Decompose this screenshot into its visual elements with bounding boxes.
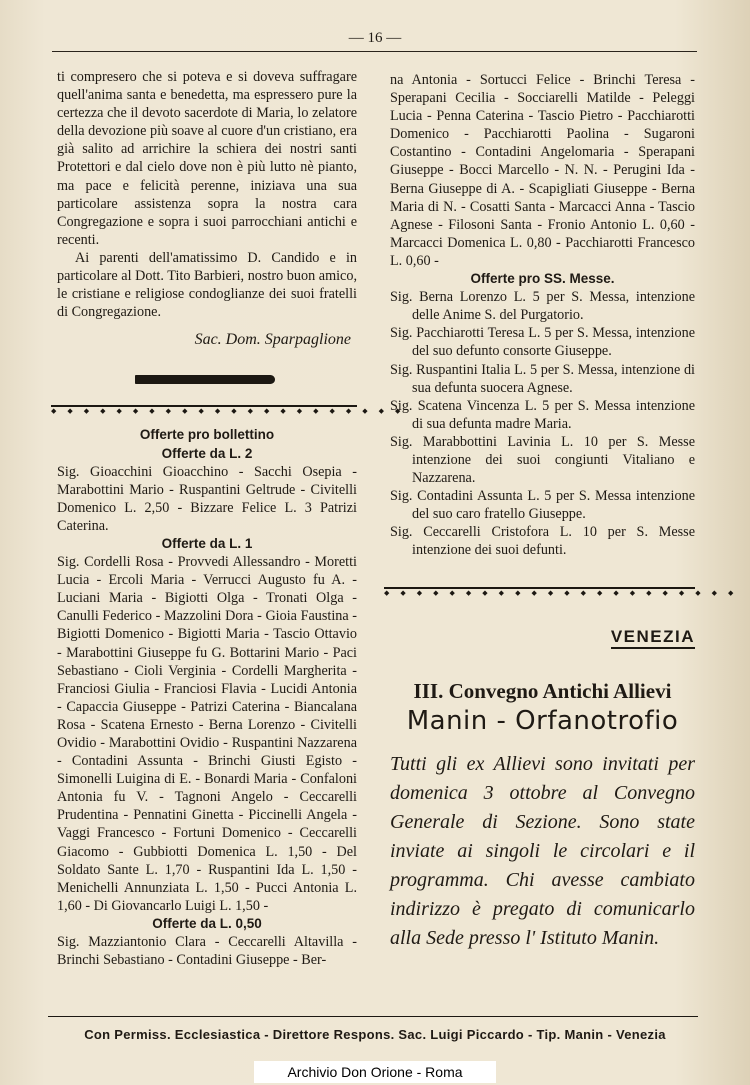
donor-list-050: Sig. Mazziantonio Clara - Ceccarelli Altavilla - Brinchi Sebastiano - Contadini Giuseppe - Ber- [57, 934, 357, 969]
condolence-paragraph: Ai parenti dell'amatissimo D. Candido e in particolare al Dott. Tito Barbieri, nostro buon amico, le cristiane e religiose condoglianze dei suoi fratelli di Congregazione. [57, 249, 357, 321]
signature: Sac. Dom. Sparpaglione [194, 331, 351, 349]
obituary-paragraph: ti compresero che si poteva e si doveva suffragare quell'anima santa e benedetta, ma espressero pure la certezza che il devoto sacerdote di Maria, lo zelatore della devozione più soave al cuore d'un cristiano, era già salito ad arrichire la schiera dei nostri santi Protettori e dal cielo dove non è più lutto nè pianto, ma pace e felicità perenne, iniziava una sua particolare assistenza sopra la nostra cara Congregazione e sopra i suoi parrocchiani antichi e recenti. [57, 69, 357, 248]
mass-offering: Sig. Contadini Assunta L. 5 per S. Messa intenzione del suo caro fratello Giuseppe. [390, 488, 695, 523]
mass-offering: Sig. Pacchiarotti Teresa L. 5 per S. Messa, intenzione del suo defunto consorte Giuseppe. [390, 325, 695, 360]
archive-label: Archivio Don Orione - Roma [254, 1061, 496, 1083]
page-number: — 16 — [348, 30, 402, 46]
section-separator: ◆◆◆◆◆◆◆◆◆◆◆◆◆◆◆◆◆◆◆◆◆◆ [51, 407, 412, 416]
donor-list-1: Sig. Cordelli Rosa - Provvedi Allessandro - Moretti Lucia - Ercoli Maria - Verrucci Augusto fu A. - Luciani Maria - Bigiotti Olga - Tronati Olga - Canulli Federico - Mazzolini Dora - Gioia Faustina - Bigiotti Domenico - Bigiotti Maria - Tascio Ottavio - Marabottini Giuseppe fu G. Bottarini Mario - Paci Sebastiano - Cioli Verginia - Cordelli Margherita - Franciosi Giulia - Franciosi Flavia - Lucidi Antonia - Capaccia Giuseppe - Patrizi Caterina - Biancalana Rosa - Scatena Ernesto - Berna Lorenzo - Civitelli Ovidio - Marabottini Ovidio - Ruspantini Nazzarena - Contadini Assunta - Brinchi Giusti Egisto - Simonelli Luigina di E. - Bonardi Maria - Confaloni Antonia fu V. - Tagnoni Angelo - Ceccarelli Prudentina - Pennatini Ginetta - Piccinelli Angela - Vaggi Francesco - Fortuni Domenico - Ceccarelli Giacomo - Gubbiotti Domenica L. 1,50 - Del Soldato Sante L. 1,70 - Ruspantini Ida L. 1,50 - Menichelli Annunziata L. 1,50 - Pucci Antonia L. 1,60 - Di Giovancarlo Luigi L. 1,50 - [57, 554, 357, 914]
invitation-text: Tutti gli ex Allievi sono invitati per domenica 3 ottobre al Convegno Generale di Sezione. Sono state inviate ai singoli le circolari e il programma. Chi avesse cambiato indirizzo è pregato di comunicarlo alla Sede presso l' Istituto Manin. [390, 752, 695, 949]
section-separator: ◆◆◆◆◆◆◆◆◆◆◆◆◆◆◆◆◆◆◆◆◆◆ [384, 588, 745, 597]
imprint-footer: Con Permiss. Ecclesiastica - Direttore Respons. Sac. Luigi Piccardo - Tip. Manin - Venezia [84, 1027, 666, 1042]
mass-offering: Sig. Ruspantini Italia L. 5 per S. Messa, intenzione di sua defunta suocera Agnese. [390, 361, 695, 396]
mass-offering: Sig. Scatena Vincenza L. 5 per S. Messa intenzione di sua defunta madre Maria. [390, 397, 695, 432]
decorative-bar [135, 375, 275, 384]
footer-rule [48, 1016, 698, 1017]
heading-offerte-messe: Offerte pro SS. Messe. [470, 271, 615, 287]
left-column [51, 68, 412, 969]
convegno-subtitle: Manin - Orfanotrofio [406, 705, 679, 736]
heading-offerte-bollettino: Offerte pro bollettino [139, 427, 275, 443]
mass-offering: Sig. Berna Lorenzo L. 5 per S. Messa, intenzione delle Anime S. del Purgatorio. [390, 289, 695, 324]
top-rule [52, 51, 697, 52]
donor-list-2: Sig. Gioacchini Gioacchino - Sacchi Osepia - Marabottini Mario - Ruspantini Geltrude - Civitelli Domenico L. 2,50 - Bizzare Felice L. 3 Patrizi Caterina. [57, 463, 357, 534]
heading-offerte-2: Offerte da L. 2 [161, 445, 253, 461]
right-column [384, 71, 745, 953]
donor-list-continued: na Antonia - Sortucci Felice - Brinchi Teresa - Sperapani Cecilia - Socciarelli Matilde - Peleggi Lucia - Penna Caterina - Tascio Pietro - Pacchiarotti Domenico - Pacchiarotti Paolina - Sugaroni Costantino - Contadini Angelomaria - Sperapani Giuseppe - Bocci Marcello - N. N. - Perugini Ida - Berna Giuseppe di A. - Scapigliati Giuseppe - Berna Maria di N. - Cosatti Santa - Marcacci Anna - Tascio Agnese - Filosoni Santa - Fronio Antonio L. 0,60 - Marcacci Domenica L. 0,80 - Pacchiarotti Francesco L. 0,60 - [390, 72, 695, 269]
heading-offerte-1: Offerte da L. 1 [161, 535, 253, 551]
section-heading-venezia: VENEZIA [390, 628, 695, 646]
mass-offering: Sig. Ceccarelli Cristofora L. 10 per S. Messe intenzione dei suoi defunti. [390, 524, 695, 559]
convegno-title: III. Convegno Antichi Allievi [413, 678, 672, 703]
mass-offering: Sig. Marabbottini Lavinia L. 10 per S. Messe intenzione dei suoi congiunti Vitaliano e Nazzarena. [390, 433, 695, 487]
heading-offerte-050: Offerte da L. 0,50 [152, 915, 262, 931]
